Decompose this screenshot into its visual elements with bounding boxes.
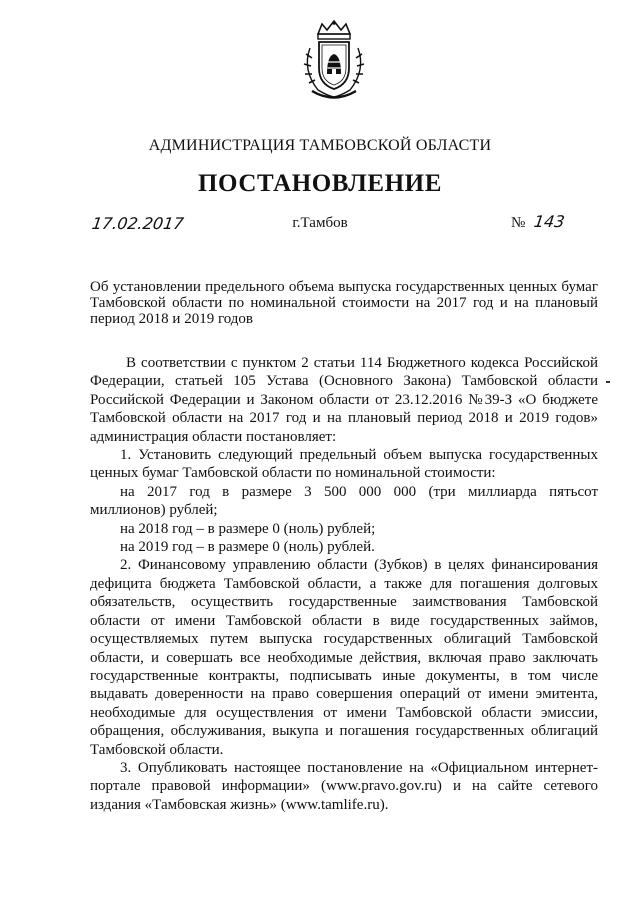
preamble-paragraph: В соответствии с пунктом 2 статьи 114 Бюджетного кодекса Российской Федерации, статьей 105 Устава (Основного Закона) Тамбовской области Российской Федерации и Законом области от 23.12.2016 №39-З «О бюджете Тамбовской области на 2017 год и на плановый период 2018 и 2019 годов» администрация области постановляет: <box>90 355 598 445</box>
organization-title: АДМИНИСТРАЦИЯ ТАМБОВСКОЙ ОБЛАСТИ <box>148 137 492 154</box>
item-1-2019: на 2019 год – в размере 0 (ноль) рублей. <box>120 539 375 556</box>
item-1-intro: 1. Установить следующий предельный объем выпуска государственных ценных бумаг Тамбовской области по номинальной стоимости: <box>90 447 598 482</box>
item-1-2017-line2: миллионов) рублей; <box>90 502 218 519</box>
document-type-title: ПОСТАНОВЛЕНИЕ <box>197 170 443 197</box>
document-body <box>90 354 598 814</box>
number-sign: № <box>511 215 526 231</box>
item-3-paragraph: 3. Опубликовать настоящее постановление на «Официальном интернет-портале правовой информации» (www.pravo.gov.ru) и на сайте сетевого издания «Тамбовская жизнь» (www.tamlife.ru). <box>90 759 598 813</box>
document-city: г.Тамбов <box>292 215 348 231</box>
document-subject: Об установлении предельного объема выпуска государственных ценных бумаг Тамбовской области по номинальной стоимости на 2017 год и на плановый период 2018 и 2019 годов <box>90 279 598 327</box>
item-1-2018: на 2018 год – в размере 0 (ноль) рублей; <box>120 520 376 537</box>
document-date: 17.02.2017 <box>90 214 185 233</box>
scan-mark <box>606 381 610 383</box>
document-number: 143 <box>532 212 566 231</box>
item-2-paragraph: 2. Финансовому управлению области (Зубков) в целях финансирования дефицита бюджета Тамбовской области, а также для погашения долговых обязательств, осуществить государственные заимствования Тамбовской области от имени Тамбовской области в виде государственных займов, осуществляемых путем выпуска государственных облигаций Тамбовской области, и совершать все необходимые действия, включая право заключать государственные контракты, подписывать иные документы, в том числе выдавать доверенности на право совершения операций от имени эмитента, необходимые для осуществления от имени Тамбовской области эмиссии, обращения, обслуживания, выкупа и погашения государственных облигаций Тамбовской области. <box>90 557 598 758</box>
item-1-2017-line1: на 2017 год в размере 3 500 000 000 (три миллиарда пятьсот <box>120 483 598 500</box>
coat-of-arms-emblem <box>296 18 372 100</box>
